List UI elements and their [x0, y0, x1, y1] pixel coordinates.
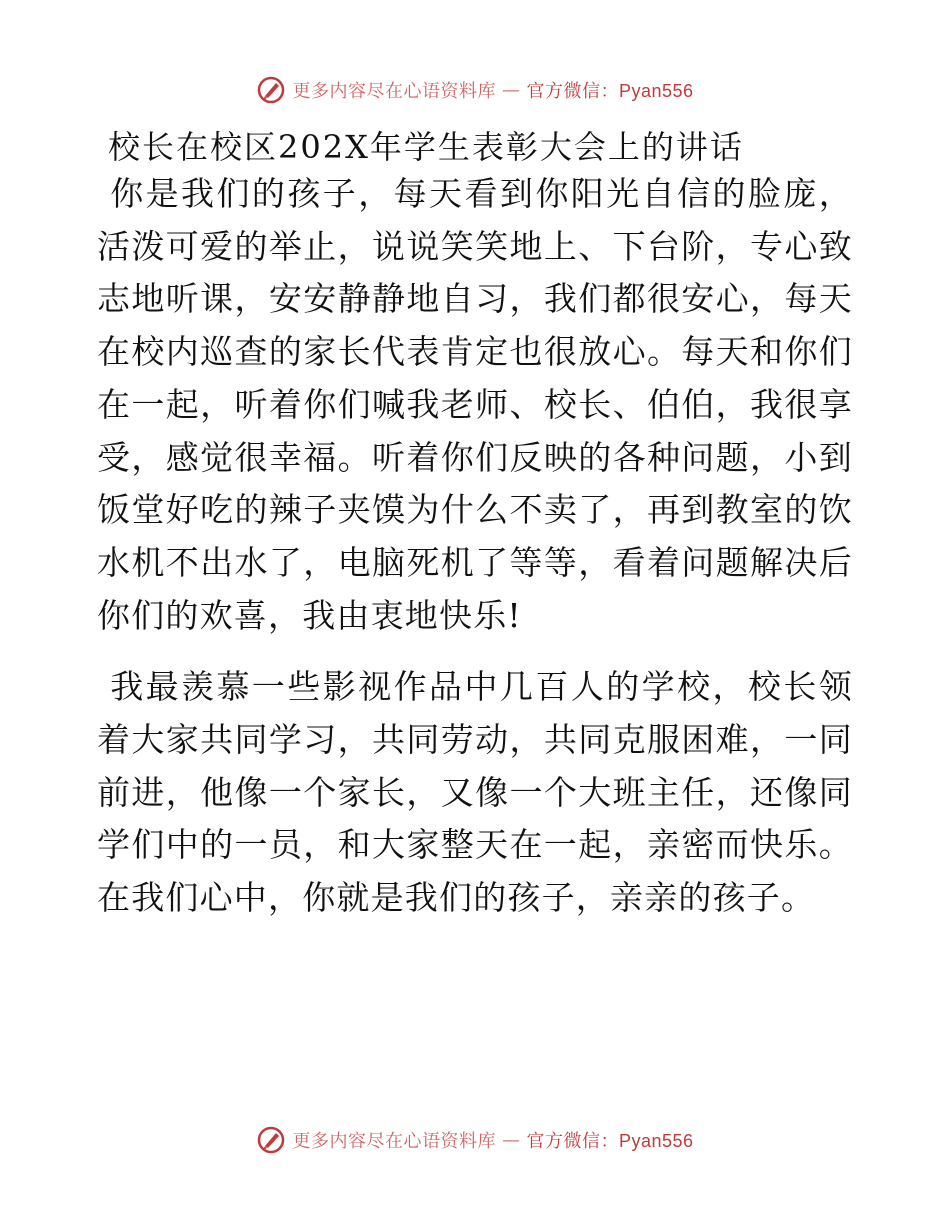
watermark-text: 更多内容尽在心语资料库: [292, 81, 496, 102]
header-watermark: [0, 70, 950, 110]
paragraph-1: 你是我们的孩子，每天看到你阳光自信的脸庞，活泼可爱的举止，说说笑笑地上、下台阶，专心致志地听课，安安静静地自习，我们都很安心，每天在校内巡查的家长代表肯定也很放心。每天和你们在一起，听着你们喊我老师、校长、伯伯，我很享受，感觉很幸福。听着你们反映的各种问题，小到饭堂好吃的辣子夹馍为什么不卖了，再到教室的饮水机不出水了，电脑死机了等等，看着问题解决后你们的欢喜，我由衷地快乐!: [97, 174, 853, 635]
watermark-separator: —: [501, 1129, 521, 1151]
footer-watermark: [0, 1120, 950, 1160]
pen-logo-icon: [256, 1125, 286, 1155]
watermark-separator: —: [501, 79, 521, 101]
paragraph-2: 我最羡慕一些影视作品中几百人的学校，校长领着大家共同学习，共同劳动，共同克服困难，一同前进，他像一个家长，又像一个大班主任，还像同学们中的一员，和大家整天在一起，亲密而快乐。在我们心中，你就是我们的孩子，亲亲的孩子。: [97, 667, 853, 918]
document-body: [97, 168, 853, 944]
pen-logo-icon: [256, 75, 286, 105]
document-title: 校长在校区202X年学生表彰大会上的讲话: [108, 128, 744, 166]
watermark-text: 更多内容尽在心语资料库: [292, 1131, 496, 1152]
watermark-wechat: 官方微信：Pyan556: [526, 1131, 694, 1151]
watermark-wechat: 官方微信：Pyan556: [526, 81, 694, 101]
